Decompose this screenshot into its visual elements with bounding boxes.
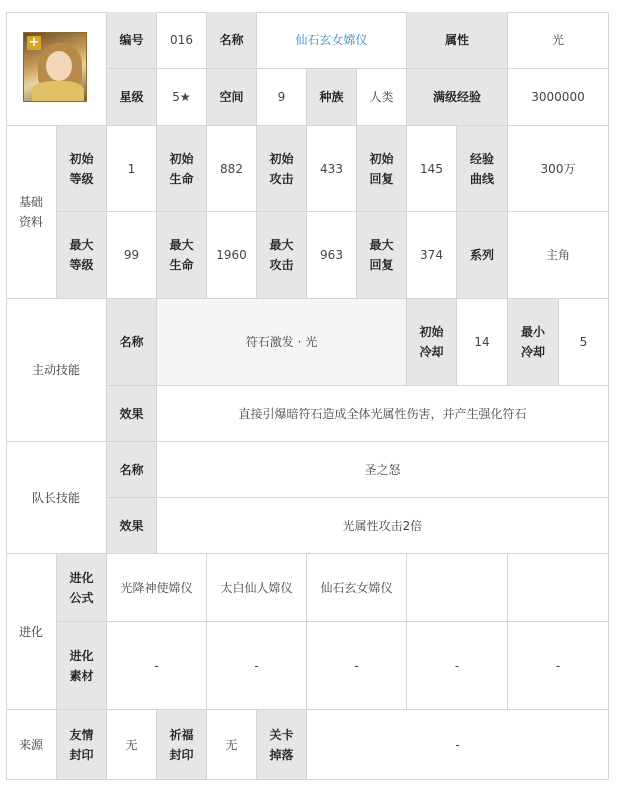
series-value: 主角 xyxy=(508,212,609,299)
max-atk-value: 963 xyxy=(307,212,357,299)
evolution-step[interactable]: 太白仙人嫦仪 xyxy=(207,554,307,622)
max-level-label: 最大 等级 xyxy=(57,212,107,299)
init-hp-value: 882 xyxy=(207,126,257,212)
attribute-value: 光 xyxy=(508,12,609,69)
init-cooldown-value: 14 xyxy=(457,299,508,386)
max-rec-value: 374 xyxy=(407,212,457,299)
max-atk-label: 最大 攻击 xyxy=(257,212,307,299)
init-atk-label: 初始 攻击 xyxy=(257,126,307,212)
leader-skill-effect: 光属性攻击2倍 xyxy=(157,498,609,554)
init-rec-label: 初始 回复 xyxy=(357,126,407,212)
init-atk-value: 433 xyxy=(307,126,357,212)
source-section-label: 来源 xyxy=(6,710,57,780)
leader-skill-name: 圣之怒 xyxy=(157,442,609,498)
init-rec-value: 145 xyxy=(407,126,457,212)
evolution-material-label: 进化 素材 xyxy=(57,622,107,710)
id-label: 编号 xyxy=(107,12,157,69)
active-skill-effect: 直接引爆暗符石造成全体光属性伤害，并产生强化符石 xyxy=(157,386,609,442)
friend-seal-value: 无 xyxy=(107,710,157,780)
pray-seal-value: 无 xyxy=(207,710,257,780)
race-label: 种族 xyxy=(307,69,357,126)
space-label: 空间 xyxy=(207,69,257,126)
active-skill-effect-label: 效果 xyxy=(107,386,157,442)
active-skill-section-label: 主动技能 xyxy=(6,299,107,442)
leader-skill-section-label: 队长技能 xyxy=(6,442,107,554)
space-value: 9 xyxy=(257,69,307,126)
evolution-material: - xyxy=(407,622,508,710)
exp-curve-value: 300万 xyxy=(508,126,609,212)
card-name-link[interactable]: 仙石玄女嫦仪 xyxy=(257,12,407,69)
min-cooldown-label: 最小 冷却 xyxy=(508,299,559,386)
base-info-section-label: 基础 资料 xyxy=(6,126,57,299)
init-hp-label: 初始 生命 xyxy=(157,126,207,212)
init-level-label: 初始 等级 xyxy=(57,126,107,212)
card-avatar[interactable] xyxy=(23,32,87,102)
evolution-section-label: 进化 xyxy=(6,554,57,710)
evolution-material: - xyxy=(307,622,407,710)
max-hp-value: 1960 xyxy=(207,212,257,299)
name-label: 名称 xyxy=(207,12,257,69)
evolution-material: - xyxy=(207,622,307,710)
max-rec-label: 最大 回复 xyxy=(357,212,407,299)
evolution-material: - xyxy=(508,622,609,710)
friend-seal-label: 友情 封印 xyxy=(57,710,107,780)
min-cooldown-value: 5 xyxy=(559,299,609,386)
avatar-face xyxy=(46,51,72,81)
avatar-robe xyxy=(32,81,84,102)
plus-badge-icon: + xyxy=(28,35,40,50)
evolution-step xyxy=(508,554,609,622)
exp-curve-label: 经验 曲线 xyxy=(457,126,508,212)
init-level-value: 1 xyxy=(107,126,157,212)
leader-skill-effect-label: 效果 xyxy=(107,498,157,554)
max-exp-value: 3000000 xyxy=(508,69,609,126)
evolution-formula-label: 进化 公式 xyxy=(57,554,107,622)
stage-drop-label: 关卡 掉落 xyxy=(257,710,307,780)
stage-drop-value: - xyxy=(307,710,609,780)
pray-seal-label: 祈福 封印 xyxy=(157,710,207,780)
evolution-step xyxy=(407,554,508,622)
series-label: 系列 xyxy=(457,212,508,299)
active-skill-name-label: 名称 xyxy=(107,299,157,386)
active-skill-name: 符石激发 · 光 xyxy=(157,299,407,386)
max-level-value: 99 xyxy=(107,212,157,299)
star-value: 5★ xyxy=(157,69,207,126)
leader-skill-name-label: 名称 xyxy=(107,442,157,498)
attribute-label: 属性 xyxy=(407,12,508,69)
max-exp-label: 满级经验 xyxy=(407,69,508,126)
race-value: 人类 xyxy=(357,69,407,126)
evolution-step[interactable]: 仙石玄女嫦仪 xyxy=(307,554,407,622)
evolution-material: - xyxy=(107,622,207,710)
evolution-step[interactable]: 光降神使嫦仪 xyxy=(107,554,207,622)
id-value: 016 xyxy=(157,12,207,69)
max-hp-label: 最大 生命 xyxy=(157,212,207,299)
star-label: 星级 xyxy=(107,69,157,126)
init-cooldown-label: 初始 冷却 xyxy=(407,299,457,386)
